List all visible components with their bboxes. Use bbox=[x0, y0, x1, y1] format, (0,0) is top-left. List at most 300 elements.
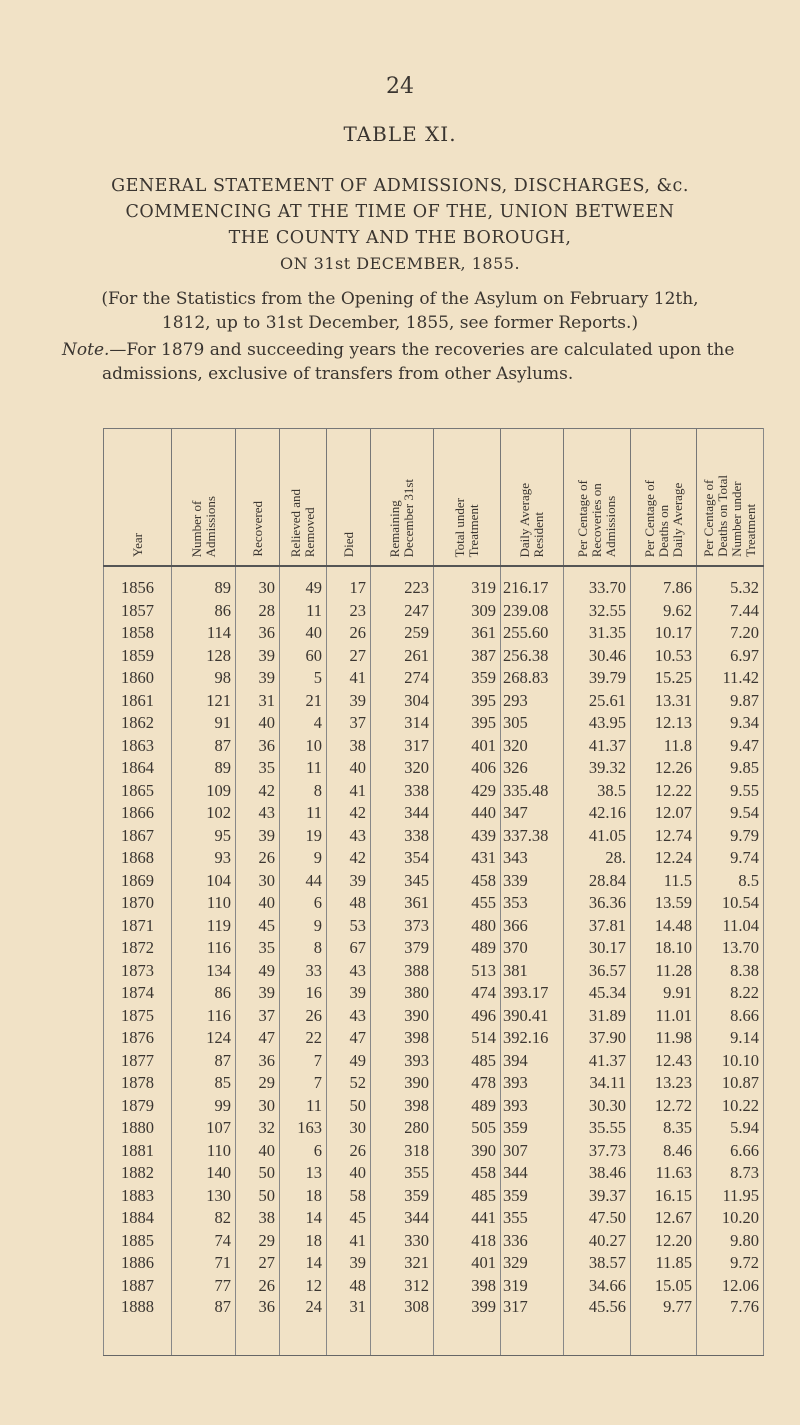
table-cell: 49 bbox=[327, 1050, 371, 1073]
statistics-table bbox=[103, 428, 764, 1356]
column-header-label bbox=[518, 483, 546, 557]
table-row bbox=[104, 757, 764, 780]
table-cell: 49 bbox=[236, 960, 280, 983]
column-header-label bbox=[131, 533, 145, 557]
table-cell: 1883 bbox=[104, 1185, 172, 1208]
table-cell: 439 bbox=[434, 825, 501, 848]
table-cell: 489 bbox=[434, 1095, 501, 1118]
table-cell: 485 bbox=[434, 1050, 501, 1073]
table-cell: 40 bbox=[236, 712, 280, 735]
table-cell: 261 bbox=[371, 645, 434, 668]
table-cell: 11.28 bbox=[631, 960, 697, 983]
table-cell: 26 bbox=[327, 1140, 371, 1163]
column-header-label bbox=[251, 501, 265, 557]
table-cell: 10 bbox=[280, 735, 327, 758]
table-cell: 82 bbox=[172, 1207, 236, 1230]
table-cell: 9.87 bbox=[697, 690, 764, 713]
table-cell: 398 bbox=[371, 1095, 434, 1118]
table-cell: 24 bbox=[280, 1297, 327, 1356]
table-cell: 12.72 bbox=[631, 1095, 697, 1118]
table-cell: 10.22 bbox=[697, 1095, 764, 1118]
table-cell: 361 bbox=[371, 892, 434, 915]
table-cell: 102 bbox=[172, 802, 236, 825]
table-cell: 395 bbox=[434, 712, 501, 735]
column-header bbox=[697, 429, 764, 567]
table-cell: 10.20 bbox=[697, 1207, 764, 1230]
table-cell: 388 bbox=[371, 960, 434, 983]
table-cell: 12.43 bbox=[631, 1050, 697, 1073]
table-row bbox=[104, 825, 764, 848]
table-cell: 379 bbox=[371, 937, 434, 960]
table-cell: 1878 bbox=[104, 1072, 172, 1095]
table-cell: 489 bbox=[434, 937, 501, 960]
table-cell: 1887 bbox=[104, 1275, 172, 1298]
table-cell: 393.17 bbox=[501, 982, 564, 1005]
table-cell: 60 bbox=[280, 645, 327, 668]
column-header-line: Relieved and bbox=[288, 488, 303, 557]
table-cell: 33 bbox=[280, 960, 327, 983]
table-row bbox=[104, 1005, 764, 1028]
table-cell: 50 bbox=[236, 1185, 280, 1208]
table-row bbox=[104, 622, 764, 645]
table-cell: 8 bbox=[280, 780, 327, 803]
table-cell: 114 bbox=[172, 622, 236, 645]
table-cell: 38.57 bbox=[564, 1252, 631, 1275]
table-cell: 393 bbox=[371, 1050, 434, 1073]
table-cell: 308 bbox=[371, 1297, 434, 1356]
page-number: 24 bbox=[386, 74, 414, 99]
table-cell: 392.16 bbox=[501, 1027, 564, 1050]
table-cell: 89 bbox=[172, 757, 236, 780]
table-cell: 8.22 bbox=[697, 982, 764, 1005]
table-cell: 478 bbox=[434, 1072, 501, 1095]
table-cell: 10.53 bbox=[631, 645, 697, 668]
table-cell: 1873 bbox=[104, 960, 172, 983]
table-cell: 1886 bbox=[104, 1252, 172, 1275]
table-cell: 343 bbox=[501, 847, 564, 870]
table-cell: 8.5 bbox=[697, 870, 764, 893]
table-cell: 9.62 bbox=[631, 600, 697, 623]
column-header bbox=[236, 429, 280, 567]
table-cell: 338 bbox=[371, 780, 434, 803]
table-cell: 1881 bbox=[104, 1140, 172, 1163]
table-cell: 52 bbox=[327, 1072, 371, 1095]
table-cell: 45.56 bbox=[564, 1297, 631, 1356]
table-cell: 44 bbox=[280, 870, 327, 893]
table-cell: 1857 bbox=[104, 600, 172, 623]
table-cell: 32.55 bbox=[564, 600, 631, 623]
table-cell: 373 bbox=[371, 915, 434, 938]
table-cell: 104 bbox=[172, 870, 236, 893]
table-cell: 38 bbox=[236, 1207, 280, 1230]
table-row bbox=[104, 1230, 764, 1253]
table-cell: 8.66 bbox=[697, 1005, 764, 1028]
table-cell: 5.32 bbox=[697, 566, 764, 600]
table-row bbox=[104, 667, 764, 690]
table-cell: 30 bbox=[236, 1095, 280, 1118]
column-header-line: Treatment bbox=[743, 504, 758, 557]
table-cell: 43.95 bbox=[564, 712, 631, 735]
table-cell: 41 bbox=[327, 1230, 371, 1253]
table-cell: 370 bbox=[501, 937, 564, 960]
table-cell: 440 bbox=[434, 802, 501, 825]
heading-line: THE COUNTY AND THE BOROUGH, bbox=[228, 228, 572, 248]
table-cell: 41 bbox=[327, 780, 371, 803]
table-cell: 40 bbox=[327, 757, 371, 780]
table-cell: 406 bbox=[434, 757, 501, 780]
table-header-row bbox=[104, 429, 764, 567]
table-cell: 41.37 bbox=[564, 735, 631, 758]
table-cell: 259 bbox=[371, 622, 434, 645]
table-cell: 40 bbox=[327, 1162, 371, 1185]
table-cell: 326 bbox=[501, 757, 564, 780]
table-cell: 1865 bbox=[104, 780, 172, 803]
column-header bbox=[104, 429, 172, 567]
table-cell: 1880 bbox=[104, 1117, 172, 1140]
table-cell: 49 bbox=[280, 566, 327, 600]
column-header-label bbox=[576, 480, 618, 557]
table-cell: 50 bbox=[236, 1162, 280, 1185]
table-cell: 7.86 bbox=[631, 566, 697, 600]
table-cell: 317 bbox=[371, 735, 434, 758]
table-cell: 455 bbox=[434, 892, 501, 915]
table-cell: 9.34 bbox=[697, 712, 764, 735]
table-cell: 335.48 bbox=[501, 780, 564, 803]
table-cell: 6.97 bbox=[697, 645, 764, 668]
table-cell: 1863 bbox=[104, 735, 172, 758]
table-cell: 45 bbox=[327, 1207, 371, 1230]
table-row bbox=[104, 1297, 764, 1356]
table-cell: 42 bbox=[236, 780, 280, 803]
table-cell: 390 bbox=[371, 1005, 434, 1028]
table-cell: 347 bbox=[501, 802, 564, 825]
table-row bbox=[104, 1072, 764, 1095]
table-cell: 1861 bbox=[104, 690, 172, 713]
table-cell: 13.31 bbox=[631, 690, 697, 713]
table-cell: 91 bbox=[172, 712, 236, 735]
table-cell: 12 bbox=[280, 1275, 327, 1298]
table-cell: 87 bbox=[172, 735, 236, 758]
table-cell: 42.16 bbox=[564, 802, 631, 825]
table-cell: 401 bbox=[434, 1252, 501, 1275]
table-cell: 513 bbox=[434, 960, 501, 983]
table-cell: 11 bbox=[280, 1095, 327, 1118]
column-header-label bbox=[190, 496, 218, 557]
table-cell: 26 bbox=[280, 1005, 327, 1028]
table-cell: 387 bbox=[434, 645, 501, 668]
table-cell: 345 bbox=[371, 870, 434, 893]
table-cell: 9 bbox=[280, 847, 327, 870]
table-cell: 39 bbox=[236, 825, 280, 848]
table-cell: 9.79 bbox=[697, 825, 764, 848]
table-cell: 87 bbox=[172, 1297, 236, 1356]
table-cell: 8.73 bbox=[697, 1162, 764, 1185]
table-cell: 10.54 bbox=[697, 892, 764, 915]
note-label: Note. bbox=[62, 340, 110, 360]
table-cell: 9.77 bbox=[631, 1297, 697, 1356]
table-cell: 318 bbox=[371, 1140, 434, 1163]
table-cell: 1872 bbox=[104, 937, 172, 960]
table-cell: 256.38 bbox=[501, 645, 564, 668]
table-cell: 255.60 bbox=[501, 622, 564, 645]
table-cell: 1882 bbox=[104, 1162, 172, 1185]
table-cell: 15.05 bbox=[631, 1275, 697, 1298]
table-cell: 87 bbox=[172, 1050, 236, 1073]
table-cell: 329 bbox=[501, 1252, 564, 1275]
table-cell: 27 bbox=[327, 645, 371, 668]
table-cell: 10.17 bbox=[631, 622, 697, 645]
table-cell: 41.37 bbox=[564, 1050, 631, 1073]
table-cell: 10.87 bbox=[697, 1072, 764, 1095]
column-header-line: Treatment bbox=[466, 504, 481, 557]
table-cell: 26 bbox=[236, 847, 280, 870]
table-cell: 339 bbox=[501, 870, 564, 893]
table-cell: 359 bbox=[371, 1185, 434, 1208]
table-cell: 41 bbox=[327, 667, 371, 690]
table-cell: 441 bbox=[434, 1207, 501, 1230]
table-cell: 9.74 bbox=[697, 847, 764, 870]
table-cell: 19 bbox=[280, 825, 327, 848]
table-cell: 42 bbox=[327, 802, 371, 825]
table-cell: 28. bbox=[564, 847, 631, 870]
table-cell: 361 bbox=[434, 622, 501, 645]
table-row bbox=[104, 1050, 764, 1073]
column-header-line: Total under bbox=[452, 497, 467, 557]
table-cell: 36 bbox=[236, 1297, 280, 1356]
table-cell: 39 bbox=[236, 667, 280, 690]
table-cell: 312 bbox=[371, 1275, 434, 1298]
table-cell: 35.55 bbox=[564, 1117, 631, 1140]
table-cell: 67 bbox=[327, 937, 371, 960]
table-cell: 9.72 bbox=[697, 1252, 764, 1275]
table-cell: 344 bbox=[371, 802, 434, 825]
table-cell: 514 bbox=[434, 1027, 501, 1050]
table-cell: 1885 bbox=[104, 1230, 172, 1253]
table-cell: 71 bbox=[172, 1252, 236, 1275]
table-cell: 110 bbox=[172, 1140, 236, 1163]
table-row bbox=[104, 1185, 764, 1208]
table-row bbox=[104, 1252, 764, 1275]
table-cell: 45.34 bbox=[564, 982, 631, 1005]
heading-line: GENERAL STATEMENT OF ADMISSIONS, DISCHARGES, &c. bbox=[111, 176, 689, 196]
table-cell: 128 bbox=[172, 645, 236, 668]
table-cell: 42 bbox=[327, 847, 371, 870]
column-header-line: Per Centage of bbox=[575, 479, 590, 557]
column-header-line: Resident bbox=[531, 511, 546, 557]
table-cell: 99 bbox=[172, 1095, 236, 1118]
table-row bbox=[104, 1095, 764, 1118]
table-cell: 47 bbox=[236, 1027, 280, 1050]
table-cell: 354 bbox=[371, 847, 434, 870]
column-header-label bbox=[643, 480, 685, 557]
table-cell: 93 bbox=[172, 847, 236, 870]
table-cell: 29 bbox=[236, 1230, 280, 1253]
column-header-line: December 31st bbox=[401, 478, 416, 557]
table-cell: 13 bbox=[280, 1162, 327, 1185]
table-cell: 380 bbox=[371, 982, 434, 1005]
table-cell: 134 bbox=[172, 960, 236, 983]
table-cell: 1871 bbox=[104, 915, 172, 938]
column-header-label bbox=[342, 532, 356, 557]
table-cell: 359 bbox=[434, 667, 501, 690]
table-cell: 9.14 bbox=[697, 1027, 764, 1050]
table-row bbox=[104, 870, 764, 893]
table-cell: 28 bbox=[236, 600, 280, 623]
table-cell: 1859 bbox=[104, 645, 172, 668]
table-cell: 11.01 bbox=[631, 1005, 697, 1028]
table-cell: 107 bbox=[172, 1117, 236, 1140]
table-cell: 14 bbox=[280, 1207, 327, 1230]
table-cell: 12.06 bbox=[697, 1275, 764, 1298]
table-cell: 40 bbox=[280, 622, 327, 645]
table-cell: 31 bbox=[327, 1297, 371, 1356]
table-cell: 29 bbox=[236, 1072, 280, 1095]
table-cell: 116 bbox=[172, 937, 236, 960]
table-cell: 39 bbox=[327, 1252, 371, 1275]
column-header bbox=[631, 429, 697, 567]
table-cell: 39 bbox=[327, 870, 371, 893]
table-cell: 39.79 bbox=[564, 667, 631, 690]
table-cell: 30 bbox=[236, 566, 280, 600]
table-cell: 1876 bbox=[104, 1027, 172, 1050]
table-cell: 4 bbox=[280, 712, 327, 735]
table-cell: 418 bbox=[434, 1230, 501, 1253]
table-cell: 39 bbox=[236, 982, 280, 1005]
table-cell: 16 bbox=[280, 982, 327, 1005]
table-cell: 39.37 bbox=[564, 1185, 631, 1208]
column-header-line: Recoveries on bbox=[589, 482, 604, 557]
table-cell: 485 bbox=[434, 1185, 501, 1208]
table-cell: 31.89 bbox=[564, 1005, 631, 1028]
table-cell: 11.95 bbox=[697, 1185, 764, 1208]
table-cell: 1869 bbox=[104, 870, 172, 893]
column-header bbox=[172, 429, 236, 567]
table-cell: 7.20 bbox=[697, 622, 764, 645]
table-cell: 121 bbox=[172, 690, 236, 713]
table-cell: 1877 bbox=[104, 1050, 172, 1073]
column-header-line: Admissions bbox=[202, 495, 218, 557]
table-cell: 12.26 bbox=[631, 757, 697, 780]
table-cell: 1868 bbox=[104, 847, 172, 870]
table-row bbox=[104, 1117, 764, 1140]
table-row bbox=[104, 780, 764, 803]
table-cell: 26 bbox=[236, 1275, 280, 1298]
table-cell: 38 bbox=[327, 735, 371, 758]
table-cell: 338 bbox=[371, 825, 434, 848]
table-cell: 8 bbox=[280, 937, 327, 960]
table-cell: 18 bbox=[280, 1185, 327, 1208]
note-text: —For 1879 and succeeding years the recoveries are calculated upon the bbox=[109, 340, 735, 360]
heading-line: COMMENCING AT THE TIME OF THE, UNION BETWEEN bbox=[125, 202, 675, 222]
table-cell: 8.46 bbox=[631, 1140, 697, 1163]
table-cell: 31.35 bbox=[564, 622, 631, 645]
column-header-line: Per Centage of bbox=[701, 479, 716, 557]
table-cell: 26 bbox=[327, 622, 371, 645]
column-header-line: Daily Average bbox=[517, 482, 532, 557]
table-cell: 8.35 bbox=[631, 1117, 697, 1140]
table-cell: 39.32 bbox=[564, 757, 631, 780]
table-cell: 1867 bbox=[104, 825, 172, 848]
table-cell: 89 bbox=[172, 566, 236, 600]
table-cell: 48 bbox=[327, 892, 371, 915]
table-cell: 12.74 bbox=[631, 825, 697, 848]
table-row bbox=[104, 915, 764, 938]
table-cell: 344 bbox=[371, 1207, 434, 1230]
table-cell: 1856 bbox=[104, 566, 172, 600]
table-cell: 35 bbox=[236, 937, 280, 960]
table-cell: 53 bbox=[327, 915, 371, 938]
table-cell: 30.17 bbox=[564, 937, 631, 960]
table-row bbox=[104, 712, 764, 735]
table-row bbox=[104, 735, 764, 758]
table-cell: 9.55 bbox=[697, 780, 764, 803]
table-cell: 39 bbox=[327, 690, 371, 713]
table-cell: 124 bbox=[172, 1027, 236, 1050]
table-cell: 11 bbox=[280, 600, 327, 623]
table-cell: 50 bbox=[327, 1095, 371, 1118]
table-cell: 355 bbox=[371, 1162, 434, 1185]
table-cell: 6.66 bbox=[697, 1140, 764, 1163]
table-cell: 319 bbox=[434, 566, 501, 600]
table-row bbox=[104, 960, 764, 983]
table-cell: 11 bbox=[280, 802, 327, 825]
table-cell: 28.84 bbox=[564, 870, 631, 893]
note-line bbox=[62, 340, 782, 360]
table-cell: 1874 bbox=[104, 982, 172, 1005]
table-cell: 398 bbox=[434, 1275, 501, 1298]
table-cell: 43 bbox=[327, 960, 371, 983]
table-cell: 393 bbox=[501, 1072, 564, 1095]
table-cell: 32 bbox=[236, 1117, 280, 1140]
table-row bbox=[104, 1162, 764, 1185]
table-cell: 45 bbox=[236, 915, 280, 938]
table-cell: 13.70 bbox=[697, 937, 764, 960]
table-cell: 11 bbox=[280, 757, 327, 780]
table-cell: 30.46 bbox=[564, 645, 631, 668]
table-cell: 307 bbox=[501, 1140, 564, 1163]
column-header-label bbox=[388, 479, 416, 557]
table-cell: 344 bbox=[501, 1162, 564, 1185]
table-cell: 39 bbox=[236, 645, 280, 668]
table-cell: 36 bbox=[236, 1050, 280, 1073]
table-cell: 18 bbox=[280, 1230, 327, 1253]
column-header-line: Year bbox=[129, 533, 145, 557]
table-cell: 98 bbox=[172, 667, 236, 690]
table-title: TABLE XI. bbox=[343, 122, 457, 146]
table-cell: 95 bbox=[172, 825, 236, 848]
table-cell: 1888 bbox=[104, 1297, 172, 1356]
table-cell: 304 bbox=[371, 690, 434, 713]
table-cell: 40 bbox=[236, 892, 280, 915]
column-header-line: Deaths on Total bbox=[715, 475, 730, 557]
table-cell: 27 bbox=[236, 1252, 280, 1275]
table-cell: 1858 bbox=[104, 622, 172, 645]
table-cell: 1862 bbox=[104, 712, 172, 735]
table-cell: 320 bbox=[501, 735, 564, 758]
table-cell: 458 bbox=[434, 1162, 501, 1185]
table-cell: 398 bbox=[371, 1027, 434, 1050]
table-cell: 163 bbox=[280, 1117, 327, 1140]
table-cell: 6 bbox=[280, 1140, 327, 1163]
column-header-line: Recovered bbox=[249, 501, 265, 557]
table-row bbox=[104, 847, 764, 870]
column-header-line: Remaining bbox=[387, 499, 402, 557]
table-cell: 30 bbox=[236, 870, 280, 893]
table-cell: 11.04 bbox=[697, 915, 764, 938]
table-cell: 109 bbox=[172, 780, 236, 803]
table-cell: 309 bbox=[434, 600, 501, 623]
table-cell: 7 bbox=[280, 1050, 327, 1073]
